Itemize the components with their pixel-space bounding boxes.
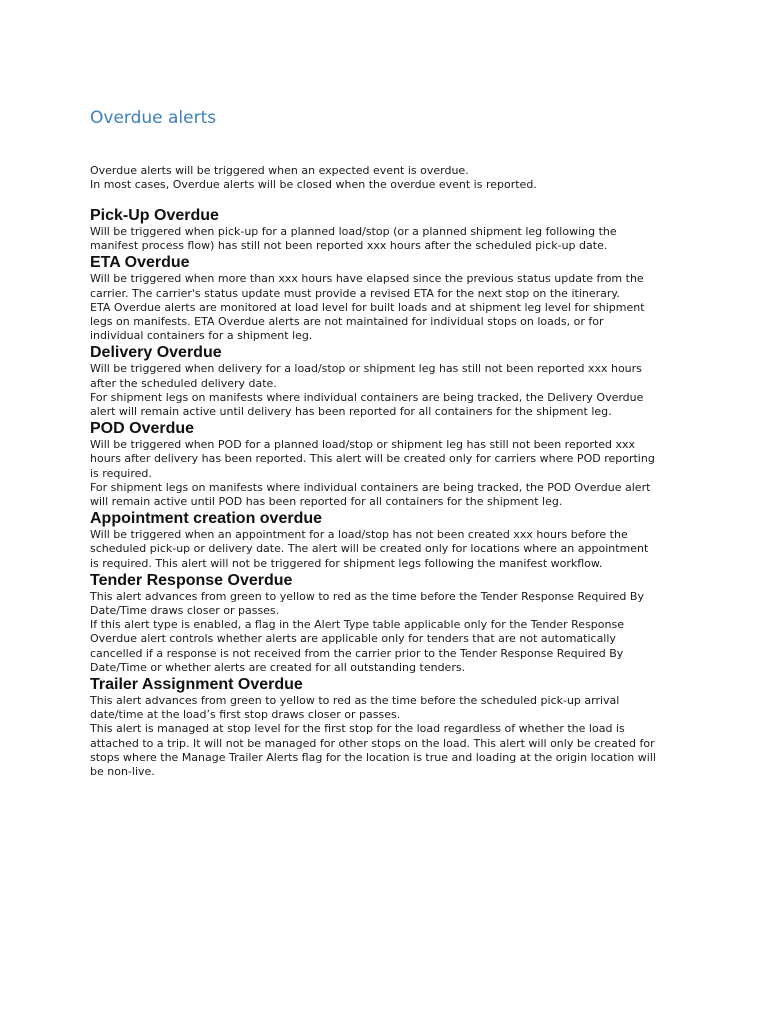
section-paragraph <box>90 481 682 509</box>
section-paragraph <box>90 694 682 722</box>
paragraph-line: attached to a trip. It will not be managed for other stops on the load. This alert will only be created for <box>90 736 655 750</box>
section-heading: Appointment creation overdue <box>90 510 323 528</box>
paragraph-line: Will be triggered when POD for a planned load/stop or shipment leg has still not been reported xxx <box>90 438 636 452</box>
alert-section <box>90 571 682 675</box>
paragraph-line: Will be triggered when more than xxx hours have elapsed since the previous status update from the <box>90 272 644 286</box>
paragraph-line: alert will remain active until delivery has been reported for all containers for the shipment leg. <box>90 405 612 419</box>
paragraph-line: scheduled pick-up or delivery date. The alert will be created only for locations where an appointment <box>90 542 649 556</box>
section-paragraph <box>90 590 682 618</box>
paragraph-line: If this alert type is enabled, a flag in the Alert Type table applicable only for the Tender Response <box>90 618 624 632</box>
paragraph-line: stops where the Manage Trailer Alerts flag for the location is true and loading at the origin location will <box>90 750 656 764</box>
paragraph-line: This alert advances from green to yellow to red as the time before the Tender Response Required By <box>90 589 644 603</box>
paragraph-line: Date/Time draws closer or passes. <box>90 604 280 618</box>
section-heading: ETA Overdue <box>90 254 190 272</box>
intro-paragraph <box>90 164 682 192</box>
alert-section <box>90 509 682 571</box>
section-heading: Trailer Assignment Overdue <box>90 676 303 694</box>
paragraph-line: date/time at the load’s first stop draws closer or passes. <box>90 708 401 722</box>
paragraph-line: Date/Time or whether alerts are created for all outstanding tenders. <box>90 660 466 674</box>
paragraph-line: This alert is managed at stop level for the first stop for the load regardless of whether the load is <box>90 722 625 736</box>
paragraph-line: Will be triggered when pick-up for a planned load/stop (or a planned shipment leg following the <box>90 225 617 238</box>
section-paragraph <box>90 362 682 390</box>
paragraph-line: is required. <box>90 466 152 480</box>
alert-section <box>90 206 682 253</box>
paragraph-line: will remain active until POD has been reported for all containers for the shipment leg. <box>90 495 563 509</box>
section-paragraph <box>90 618 682 675</box>
section-paragraph <box>90 301 682 344</box>
section-paragraph <box>90 225 682 253</box>
paragraph-line: legs on manifests. ETA Overdue alerts are not maintained for individual stops on loads, or for <box>90 315 604 329</box>
paragraph-line: is required. This alert will not be triggered for shipment legs following the manifest workflow. <box>90 556 603 570</box>
section-paragraph <box>90 391 682 419</box>
paragraph-line: after the scheduled delivery date. <box>90 376 277 390</box>
page-title: Overdue alerts <box>90 108 217 128</box>
section-heading: Tender Response Overdue <box>90 571 293 589</box>
alert-section <box>90 343 682 419</box>
intro-line: In most cases, Overdue alerts will be closed when the overdue event is reported. <box>90 178 537 192</box>
paragraph-line: For shipment legs on manifests where individual containers are being tracked, the POD Overdue alert <box>90 480 651 494</box>
paragraph-line: ETA Overdue alerts are monitored at load level for built loads and at shipment leg level for shipment <box>90 300 645 314</box>
section-paragraph <box>90 722 682 779</box>
section-paragraph <box>90 438 682 481</box>
alert-section <box>90 253 682 343</box>
alert-sections <box>90 206 682 779</box>
alert-section <box>90 419 682 509</box>
section-heading: Pick-Up Overdue <box>90 207 219 224</box>
section-paragraph <box>90 272 682 300</box>
paragraph-line: be non-live. <box>90 765 155 779</box>
section-paragraph <box>90 528 682 571</box>
paragraph-line: Overdue alert controls whether alerts are applicable only for tenders that are not automatically <box>90 632 616 646</box>
paragraph-line: cancelled if a response is not received from the carrier prior to the Tender Response Required By <box>90 646 624 660</box>
paragraph-line: carrier. The carrier's status update must provide a revised ETA for the next stop on the itinerary. <box>90 286 620 300</box>
paragraph-line: manifest process flow) has still not been reported xxx hours after the scheduled pick-up date. <box>90 239 608 253</box>
section-heading: POD Overdue <box>90 420 195 438</box>
paragraph-line: individual containers for a shipment leg. <box>90 329 313 343</box>
paragraph-line: Will be triggered when delivery for a load/stop or shipment leg has still not been reported xxx hours <box>90 362 642 376</box>
paragraph-line: This alert advances from green to yellow to red as the time before the scheduled pick-up arrival <box>90 694 620 708</box>
section-heading: Delivery Overdue <box>90 344 222 362</box>
alert-section <box>90 675 682 779</box>
paragraph-line: hours after delivery has been reported. This alert will be created only for carriers where POD reporting <box>90 452 655 466</box>
paragraph-line: Will be triggered when an appointment for a load/stop has not been created xxx hours before the <box>90 528 628 542</box>
intro-line: Overdue alerts will be triggered when an expected event is overdue. <box>90 164 469 177</box>
paragraph-line: For shipment legs on manifests where individual containers are being tracked, the Delivery Overdue <box>90 390 644 404</box>
